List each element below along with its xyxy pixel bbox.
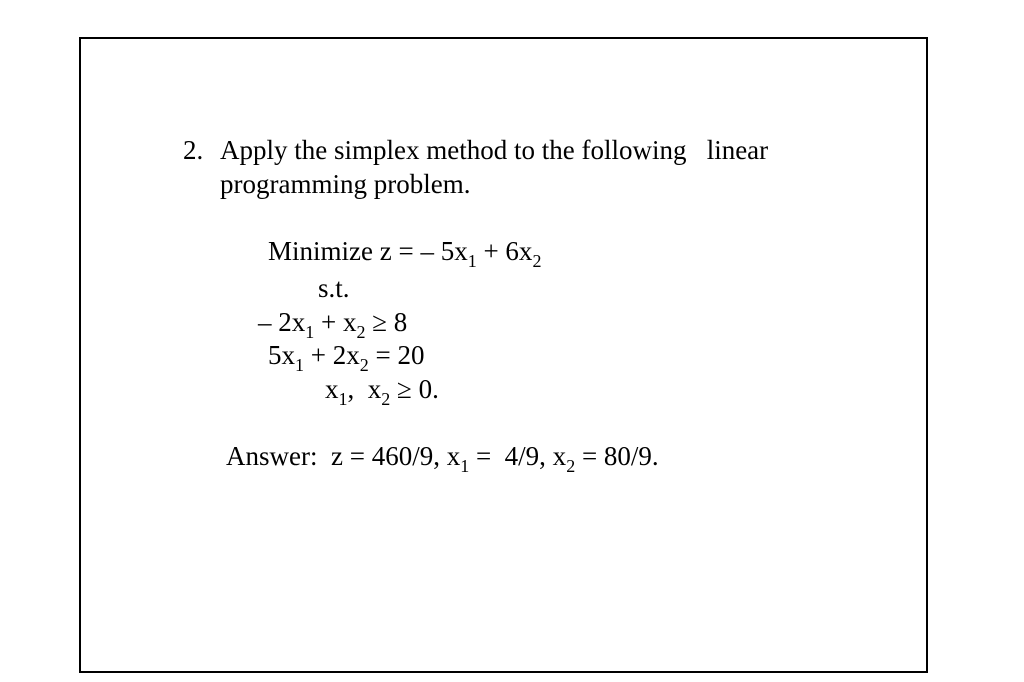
math-text: Answer: z = 460/9, x bbox=[226, 441, 461, 471]
math-text: + 6x bbox=[476, 236, 533, 266]
constraint-2 bbox=[268, 340, 425, 375]
answer bbox=[226, 441, 659, 476]
math-text: x bbox=[325, 374, 339, 404]
constraint-1 bbox=[258, 307, 408, 342]
math-text: = 20 bbox=[368, 340, 425, 370]
math-text: – 2x bbox=[258, 307, 306, 337]
problem-statement-line2: programming problem. bbox=[220, 169, 471, 199]
problem-number: 2. bbox=[183, 135, 204, 165]
math-text: , x bbox=[347, 374, 382, 404]
subscript: 1 bbox=[467, 251, 477, 271]
subscript: 2 bbox=[381, 389, 391, 409]
objective-function bbox=[268, 236, 542, 271]
math-text: 5x bbox=[268, 340, 295, 370]
math-text: Minimize z = – 5x bbox=[268, 236, 468, 266]
subscript: 1 bbox=[305, 322, 315, 342]
math-text: ≥ 8 bbox=[365, 307, 408, 337]
math-text: s.t. bbox=[318, 273, 350, 303]
nonnegativity-constraint bbox=[325, 374, 439, 409]
math-text: + x bbox=[314, 307, 357, 337]
subscript: 2 bbox=[566, 456, 576, 476]
subject-to-label bbox=[318, 275, 350, 302]
subscript: 2 bbox=[356, 322, 366, 342]
subscript: 1 bbox=[338, 389, 348, 409]
subscript: 2 bbox=[359, 355, 369, 375]
subscript: 1 bbox=[460, 456, 470, 476]
math-text: ≥ 0. bbox=[390, 374, 439, 404]
subscript: 1 bbox=[295, 355, 304, 375]
math-text: = 4/9, x bbox=[469, 441, 567, 471]
math-text: = 80/9. bbox=[575, 441, 659, 471]
problem-statement-line1: Apply the simplex method to the following linear bbox=[220, 135, 769, 165]
math-text: + 2x bbox=[304, 340, 360, 370]
slide-frame bbox=[79, 37, 928, 673]
subscript: 2 bbox=[532, 251, 542, 271]
